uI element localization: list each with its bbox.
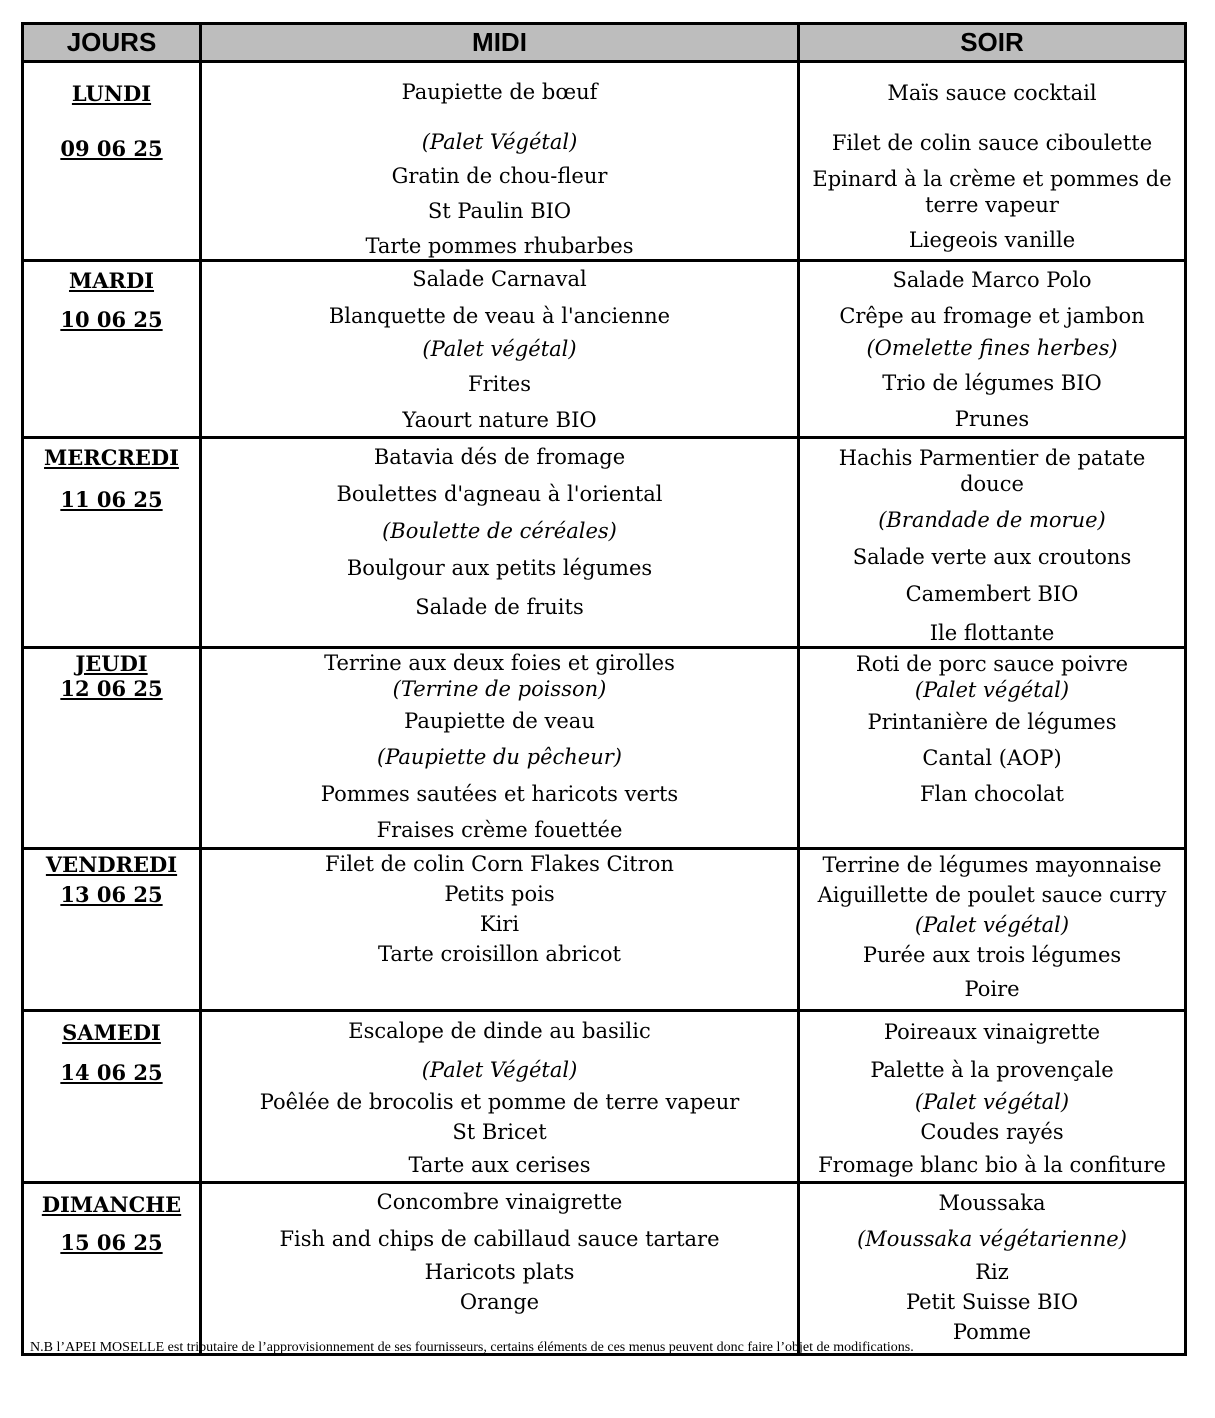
midi-dish: Yaourt nature BIO xyxy=(402,408,597,432)
midi-dish: Haricots plats xyxy=(424,1260,575,1284)
midi-cell xyxy=(201,1183,799,1355)
midi-cell xyxy=(201,261,799,438)
soir-alternative-dish: (Brandade de morue) xyxy=(878,508,1106,532)
midi-dish: Boulettes d'agneau à l'oriental xyxy=(336,482,663,506)
midi-dish: Gratin de chou-fleur xyxy=(391,164,608,188)
midi-dish: Salade de fruits xyxy=(415,595,584,619)
midi-dish: Tarte croisillon abricot xyxy=(378,942,621,966)
day-row-lundi xyxy=(23,62,1186,261)
midi-dish: Frites xyxy=(468,372,531,396)
soir-cell xyxy=(799,1011,1186,1183)
midi-dish: Paupiette de bœuf xyxy=(401,80,598,104)
day-row-samedi xyxy=(23,1011,1186,1183)
midi-dish: Tarte aux cerises xyxy=(408,1153,591,1177)
midi-dish: Petits pois xyxy=(444,882,555,906)
soir-dish: Terrine de légumes mayonnaise xyxy=(822,853,1162,877)
soir-cell xyxy=(799,261,1186,438)
soir-dish: Camembert BIO xyxy=(905,582,1079,606)
soir-alternative-dish: (Omelette fines herbes) xyxy=(866,336,1118,360)
midi-alternative-dish: (Palet végétal) xyxy=(422,337,577,361)
soir-alternative-dish: (Palet végétal) xyxy=(914,1090,1070,1114)
soir-dish: Salade verte aux croutons xyxy=(852,545,1132,569)
day-date: 10 06 25 xyxy=(60,307,163,332)
soir-cell xyxy=(799,62,1186,261)
soir-cell xyxy=(799,648,1186,849)
midi-dish: Fraises crème fouettée xyxy=(376,818,623,842)
day-date: 15 06 25 xyxy=(60,1230,163,1255)
midi-dish: Concombre vinaigrette xyxy=(376,1190,623,1214)
midi-dish: Salade Carnaval xyxy=(412,267,587,291)
midi-cell xyxy=(201,62,799,261)
day-cell xyxy=(23,1011,201,1183)
soir-dish: Trio de légumes BIO xyxy=(882,371,1102,395)
soir-dish: Riz xyxy=(975,1260,1009,1284)
soir-dish: Fromage blanc bio à la confiture xyxy=(818,1153,1166,1177)
midi-alternative-dish: (Palet Végétal) xyxy=(421,130,578,154)
day-name: DIMANCHE xyxy=(41,1192,182,1217)
soir-dish: Epinard à la crème et pommes de terre vapeur xyxy=(812,167,1172,217)
day-row-jeudi xyxy=(23,648,1186,849)
midi-cell xyxy=(201,648,799,849)
midi-cell xyxy=(201,849,799,1011)
day-name: MARDI xyxy=(68,268,155,293)
day-row-vendredi xyxy=(23,849,1186,1011)
day-name: SAMEDI xyxy=(62,1020,161,1045)
midi-dish: Paupiette de veau xyxy=(404,709,595,733)
midi-cell xyxy=(201,438,799,648)
midi-dish: Filet de colin Corn Flakes Citron xyxy=(325,852,674,876)
midi-alternative-dish: (Boulette de céréales) xyxy=(382,519,617,543)
day-row-dimanche xyxy=(23,1183,1186,1355)
day-date: 12 06 25 xyxy=(60,676,163,701)
day-name: VENDREDI xyxy=(45,852,178,877)
soir-dish: Coudes rayés xyxy=(920,1120,1064,1144)
day-cell xyxy=(23,1183,201,1355)
day-name: JEUDI xyxy=(75,651,148,676)
header-jours: JOURS xyxy=(23,24,201,62)
day-cell xyxy=(23,438,201,648)
header-soir: SOIR xyxy=(799,24,1186,62)
soir-dish: Pomme xyxy=(952,1320,1032,1344)
midi-cell xyxy=(201,1011,799,1183)
soir-dish: Printanière de légumes xyxy=(867,710,1117,734)
soir-dish: Liegeois vanille xyxy=(908,228,1076,252)
soir-alternative-dish: (Palet végétal) xyxy=(914,913,1070,937)
soir-dish: Poireaux vinaigrette xyxy=(883,1020,1101,1044)
soir-dish: Ile flottante xyxy=(929,621,1055,645)
midi-dish: Poêlée de brocolis et pomme de terre vapeur xyxy=(259,1090,740,1114)
day-cell xyxy=(23,62,201,261)
soir-dish: Cantal (AOP) xyxy=(922,746,1062,770)
midi-dish: Batavia dés de fromage xyxy=(373,445,626,469)
soir-dish: Prunes xyxy=(954,407,1030,431)
midi-dish: Escalope de dinde au basilic xyxy=(348,1019,651,1043)
soir-dish: Filet de colin sauce ciboulette xyxy=(831,131,1153,155)
soir-cell xyxy=(799,438,1186,648)
day-date: 13 06 25 xyxy=(60,882,163,907)
midi-dish: Pommes sautées et haricots verts xyxy=(320,782,679,806)
day-date: 11 06 25 xyxy=(60,487,163,512)
header-midi: MIDI xyxy=(201,24,799,62)
day-cell xyxy=(23,648,201,849)
day-name: MERCREDI xyxy=(44,445,179,470)
soir-alternative-dish: (Moussaka végétarienne) xyxy=(857,1227,1127,1251)
day-row-mercredi xyxy=(23,438,1186,648)
soir-dish: Moussaka xyxy=(938,1191,1046,1215)
midi-dish: Kiri xyxy=(479,912,520,936)
midi-dish: St Paulin BIO xyxy=(427,199,572,223)
footnote: N.B l’APEI MOSELLE est tributaire de l’approvisionnement de ses fournisseurs, certains éléments de ces menus peuvent donc faire l’objet de modifications. xyxy=(30,1340,914,1355)
soir-dish: Petit Suisse BIO xyxy=(905,1290,1079,1314)
soir-dish: Purée aux trois légumes xyxy=(862,943,1122,967)
day-name: LUNDI xyxy=(71,81,152,106)
midi-dish: Terrine aux deux foies et girolles xyxy=(324,651,675,675)
weekly-menu-table xyxy=(21,22,1187,1356)
day-date: 14 06 25 xyxy=(60,1060,163,1085)
soir-dish: Salade Marco Polo xyxy=(892,268,1092,292)
soir-dish: Crêpe au fromage et jambon xyxy=(839,304,1145,328)
midi-dish: Fish and chips de cabillaud sauce tartare xyxy=(279,1227,720,1251)
menu-body xyxy=(23,62,1186,1355)
soir-dish: Maïs sauce cocktail xyxy=(887,81,1097,105)
day-row-mardi xyxy=(23,261,1186,438)
day-date: 09 06 25 xyxy=(60,136,163,161)
midi-dish: Blanquette de veau à l'ancienne xyxy=(328,304,671,328)
midi-dish: Orange xyxy=(459,1290,540,1314)
soir-dish: Hachis Parmentier de patate douce xyxy=(838,446,1146,496)
soir-dish: Aiguillette de poulet sauce curry xyxy=(817,883,1167,907)
midi-alternative-dish: (Palet Végétal) xyxy=(421,1058,578,1082)
midi-dish: Boulgour aux petits légumes xyxy=(346,556,653,580)
soir-cell xyxy=(799,1183,1186,1355)
midi-alternative-dish: (Paupiette du pêcheur) xyxy=(377,745,622,769)
soir-dish: Palette à la provençale xyxy=(870,1058,1114,1082)
day-cell xyxy=(23,261,201,438)
soir-dish: Flan chocolat xyxy=(919,782,1065,806)
midi-dish: Tarte pommes rhubarbes xyxy=(365,234,634,258)
soir-alternative-dish: (Palet végétal) xyxy=(914,678,1070,702)
midi-dish: St Bricet xyxy=(452,1120,547,1144)
soir-cell xyxy=(799,849,1186,1011)
header-row xyxy=(23,24,1186,62)
midi-alternative-dish: (Terrine de poisson) xyxy=(392,677,607,701)
soir-dish: Poire xyxy=(964,977,1020,1001)
soir-dish: Roti de porc sauce poivre xyxy=(855,652,1129,676)
day-cell xyxy=(23,849,201,1011)
